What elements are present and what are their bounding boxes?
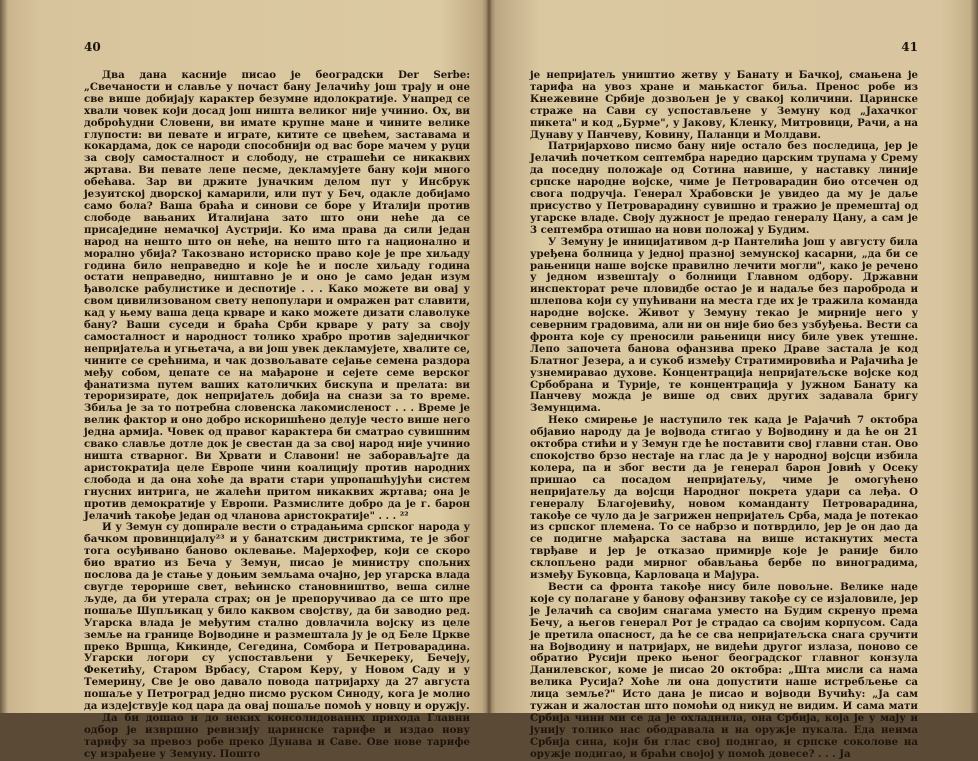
paragraph: Два дана касније писао је београдски Der Serbe: „Свечаности и славље у почаст бану Јелачићу још трају и оне све више добијају карактер безумне идолократије. Унапред се хвали човек који досад још ништа великог није учинио. Ох, ви доброћудни Словени, ви имате крупне мане и чините велике глупости: ви певате и играте, китите се цвећем, заставама и кокардама, док се народи способнији од вас боре мачем у руци за своју самосталност и слободу, не страшећи се никаквих жртава. Ви певате лепе песме, декламујете бану који много обећава. Зар ви држите јуначким делом пут у Инсбрук језуитској дворској камарили, или пут у Беч, одакле добијамо само бола? Ваша браћа и синови се боре у Италији против слободе вањаних Италијана зато што они неће да се присаједине немачкој Аустрији. Ко има права да сили један народ на нешто што он неће, на нешто што га национално и морално убија? Такозвано историско право које је пре хиљаду година било неправедно и које ће и после хиљаду година остати неправедно, ништавно је и оно је само један изум ђаволске рабулистике и деспотије . . . Како можете ви овај у свом цивилизованом свету непопулари и омражен рат славити, кад у њему ваша деца крваре и како можете дизати славолуке бану? Ваши суседи и браћа Срби крваре у рату за своју самосталност и народност толико храбро против заједничког непријатеља и угњетача, а ви још увек декламујете, хвалите се, чините се срећнима, и чак дозвољавате сејање семена раздора међу собом, цепате се на мађароне и сејете семе верског фанатизма путем ваших католичких бискупа и прелата: ви тероризирате, док непријатељ добија на снази за то време. Збиља је за то потребна словенска лакомисленост . . . Време је велик фактор и оно добро искоришћено делује често више него једна армија. Човек од правог карактера би сматрао сувишним свако славље дотле док је свестан да за свој народ није учинио ништа стварног. Ви Хрвати и Славони! не заборављајте да аристократија целе Европе чини коалицију против народних слобода и да она хоће да врати стари упропашћујући систем гнусних интрига, не жалећи притом никаквих жртава; она је против демократије у Европи. Размислите добро да је г. барон Јелачић такође један од чланова аристократије" . . . ²² bbox=[84, 69, 470, 522]
page-body bbox=[84, 70, 470, 761]
paragraph: Да би дошао и до неких консолидованих прихода Главни одбор је извршио ревизију царинске тарифе и издао нову тарифу за превоз робе преко Дунава и Саве. Ове нове тарифе су израђене у Земуну. Пошто bbox=[84, 711, 470, 760]
paragraph: је непријатељ уништио жетву у Банату и Бачкој, смањена је тарифа на увоз хране и мањкастог биља. Пренос робе из Кнежевине Србије дозвољен је у свакој количини. Царинске страже на Сави су успостављене у Земуну код „Јахачког пикета" и код „Бурме", у Јакову, Кленку, Митровици, Рачи, а на Дунаву у Панчеву, Ковину, Паланци и Молдави. bbox=[530, 69, 918, 141]
paragraph: И у Земун су допирале вести о страдањима српског народа у бачком провинцијалу²³ и у банатским дистриктима, те је због тога осуђивано баново оклевање. Мајерхофер, који се скоро био вратио из Беча у Земун, писао је министру спољних послова да је стање у доњим земљама очајно, јер угарска влада свугде терорише свет, већинско становништво, веша силне људе, да би утерала страх; он је препоручивао да се што пре пошаље Шупљикац у било каквом својству, да би заводио ред. Угарска влада је међутим стално довлачила војску из целе земље на границе Војводине и размештала ју је од Беле Цркве преко Вршца, Кикинде, Сегедина, Сомбора и Петроварадина. Угарски логори су успостављени у Бечкереку, Бечеју, Фекетићу, Старом Врбасу, Старом Керу, у Новом Саду и у Темерину, Све је ово давало повода патријарху да 27 августа пошаље у Петроград једно писмо руском Синоду, кога је молио да издејствује код цара да оваj пошаље помоћ у новцу и оружју. bbox=[84, 521, 470, 713]
paragraph: У Земуну је иницијативом д-р Пантелића још у августу била уређена болница у једној празној земунској касарни, „да би се рањеници наше војске правилно лечити могли", како је речено у једном извештају о болници Главном одбору. Државни инспекторат рече пловидбе остао је и надаље без пароброда и шлепова који су упућивани на места где их је тражила команда народне војске. Живот у Земуну текао је мирније него у северним градовима, али ни он није био без узбуђења. Вести са фронта које су преносили рањеници нису биле увек утешне. Лепо започета банова офанзива преко Драве застала је код Блатног Језера, а и сукоб између Стратимировића и Рајачића је узнемиравао духове. Концентрација непријатељске војске код Србобрана и Турије, те концентрација у јужном Банату ка Панчеву можда је више од свих других задавала бригу Земунцима. bbox=[530, 235, 918, 415]
paragraph: Вести са фронта такође нису биле повољне. Велике наде које су полагане у банову офанзиву такође су се изјаловиле, јер је Јелачић са својим снагама уместо на Будим скренуо према Бечу, а његов генерал Рот је страдао са својим корпусом. Сада је претила опасност, да ће се сва непријатељска снага сручити на Војводину и патријарх, не видећи другог излаза, поново се обратио Русији преко њеног београдског главног конзула Данилевског, коме је писао 20 октобра: „Шта мисли са нама велика Русија? Хоће ли она допустити наше истребљење са лица земље?" Исто дана је писао и војводи Вучићу: „Ја сам тужан и жалостан што помоћи од никуд не видим. И сама мати Србија чини ми се да је охладнила, она Србија, која је у мају и јунију толико нас ободравала и на оружје пукала. Еда неима Србија сина, који би глас свој подигао, и српске соколове на оружје подигао, и браћи својој у помоћ довеcе? . . . Ја bbox=[530, 580, 918, 760]
book-gutter bbox=[486, 0, 492, 713]
page-number: 41 bbox=[901, 40, 918, 54]
page-number: 40 bbox=[84, 40, 101, 54]
right-page bbox=[530, 40, 918, 760]
left-page bbox=[84, 40, 470, 760]
paragraph: Патријархово писмо бану није остало без последица, јер је Јелачић почетком септембра наредио царским трупама у Срему да поседну положаје од Сотина навише, у наставку линије српске народне војске, чиме је Петроварадин био отсечен од свога подручја. Генерал Храбовски је увидео да му је даље присуство у Петроварадину сувишно и тражио је премештај од угарске владе. Своју дужност је предао генералу Цану, а сам је 3 септембра отишао на нови положај у Будим. bbox=[530, 140, 918, 236]
paragraph: Неко смирење је наступило тек када је Рајачић 7 октобра објавио народу да је војвода стигао у Војводину и да ће он 21 октобра стићи и у Земун где ће поставити свој главни стан. Ово спокојство брзо нестаје на глас да је у народној војсци избила колера, па и због вести да је генерал барон Јовић у Осеку пришао са посадом непријатељу, чиме је омогућено непријатељу да војсци Народног покрета удари са леђа. О генералу Благојевићу, новом команданту Петроварадина, такође се чуло да је загрижен непријатељ Срба, мада је потекао из српског племена. То се набрзо и потврдило, јер је он дао да се подигне мађарска застава на више истакнутих места тврђаве и јер је отказао примирје које је раније било склопљено ради мирног обављања бербе по виноградима, између Буковца, Карловаца и Мајура. bbox=[530, 414, 918, 582]
page-body bbox=[530, 70, 918, 761]
